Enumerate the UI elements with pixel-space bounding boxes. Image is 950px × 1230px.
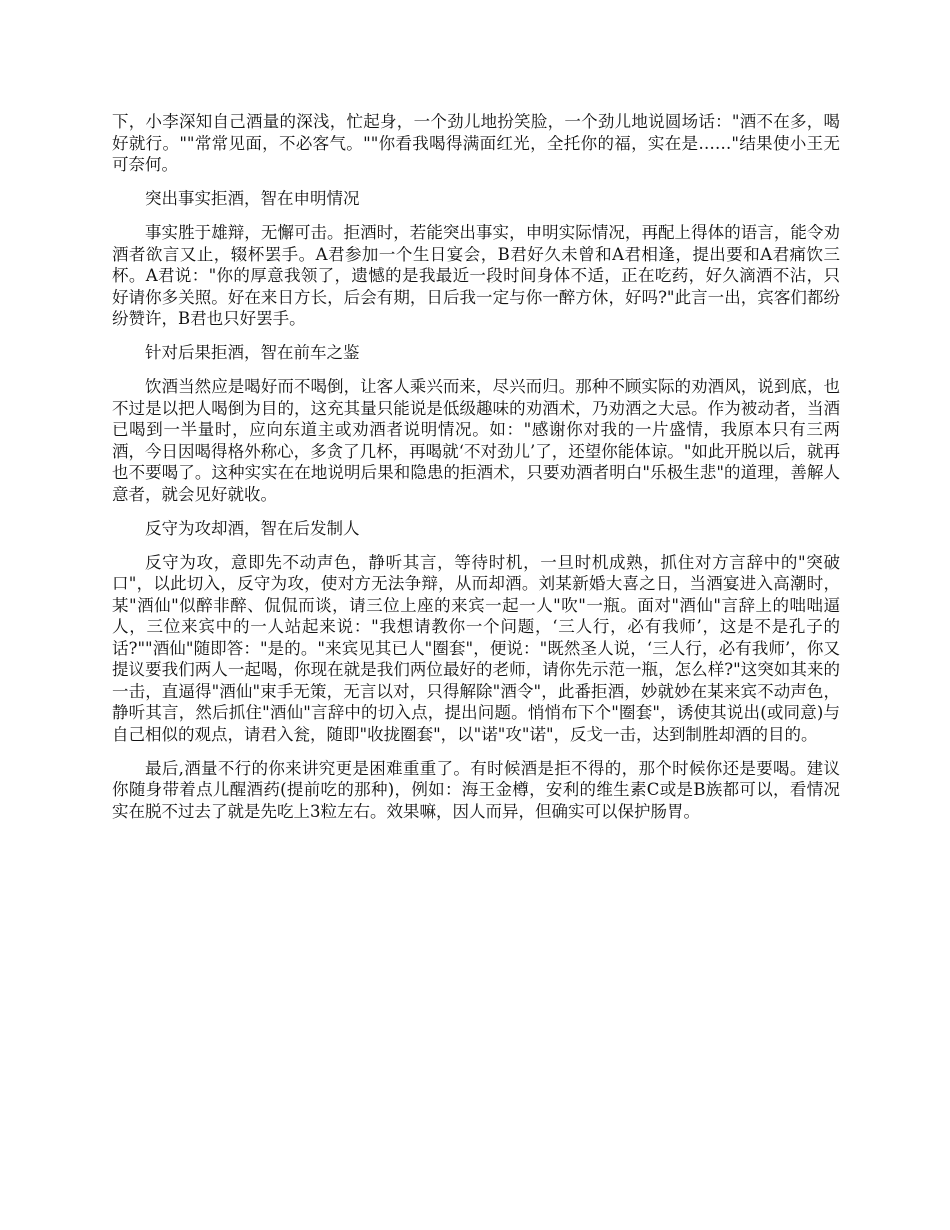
paragraph-conclusion: 最后,酒量不行的你来讲究更是困难重重了。有时候酒是拒不得的，那个时候你还是要喝。建议你随身带着点儿醒酒药(提前吃的那种)，例如：海王金樽，安利的维生素C或是B族都可以，看情况实在脱不过去了就是先吃上3粒左右。效果嘛，因人而异，但确实可以保护肠胃。 xyxy=(112,758,840,821)
paragraph-facts: 事实胜于雄辩，无懈可击。拒酒时，若能突出事实，申明实际情况，再配上得体的语言，能令劝酒者欲言又止，辍杯罢手。A君参加一个生日宴会，B君好久未曾和A君相逢，提出要和A君痛饮三杯。A君说："你的厚意我领了，遗憾的是我最近一段时间身体不适，正在吃药，好久滴酒不沾，只好请你多关照。好在来日方长，后会有期，日后我一定与你一醉方休，好吗?"此言一出，宾客们都纷纷赞许，B君也只好罢手。 xyxy=(112,223,840,328)
paragraph-consequences: 饮酒当然应是喝好而不喝倒，让客人乘兴而来，尽兴而归。那种不顾实际的劝酒风，说到底，也不过是以把人喝倒为目的，这充其量只能说是低级趣味的劝酒术，乃劝酒之大忌。作为被动者，当酒已喝到一半量时，应向东道主或劝酒者说明情况。如："感谢你对我的一片盛情，我原本只有三两酒，今日因喝得格外称心，多贪了几杯，再喝就‘不对劲儿’了，还望你能体谅。"如此开脱以后，就再也不要喝了。这种实实在在地说明后果和隐患的拒酒术，只要劝酒者明白"乐极生悲"的道理，善解人意者，就会见好就收。 xyxy=(112,377,840,504)
section-heading-facts: 突出事实拒酒，智在申明情况 xyxy=(145,189,360,208)
paragraph-counterattack: 反守为攻，意即先不动声色，静听其言，等待时机，一旦时机成熟，抓住对方言辞中的"突破口"，以此切入，反守为攻，使对方无法争辩，从而却酒。刘某新婚大喜之日，当酒宴进入高潮时，某"酒仙"似醉非醉、侃侃而谈，请三位上座的来宾一起一人"吹"一瓶。面对"酒仙"言辞上的咄咄逼人，三位来宾中的一人站起来说："我想请教你一个问题，‘三人行，必有我师’，这是不是孔子的话?""酒仙"随即答："是的。"来宾见其已人"圈套"，便说："既然圣人说，‘三人行，必有我师’，你又提议要我们两人一起喝，你现在就是我们两位最好的老师，请你先示范一瓶，怎么样?"这突如其来的一击，直逼得"酒仙"束手无策，无言以对，只得解除"酒令"，此番拒酒，妙就妙在某来宾不动声色，静听其言，然后抓住"酒仙"言辞中的切入点，提出问题。悄悄布下个"圈套"，诱使其说出(或同意)与自己相似的观点，请君入瓮，随即"收拢圈套"，以"诺"攻"诺"，反戈一击，达到制胜却酒的目的。 xyxy=(112,552,840,744)
paragraph-intro: 下，小李深知自己酒量的深浅，忙起身，一个劲儿地扮笑脸，一个劲儿地说圆场话："酒不在多，喝好就行。""常常见面，不必客气。""你看我喝得满面红光，全托你的福，实在是……"结果使小王无可奈何。 xyxy=(112,112,840,174)
section-heading-counterattack: 反守为攻却酒，智在后发制人 xyxy=(145,518,360,538)
section-heading-consequences: 针对后果拒酒，智在前车之鉴 xyxy=(145,343,360,362)
document-body xyxy=(112,111,840,835)
